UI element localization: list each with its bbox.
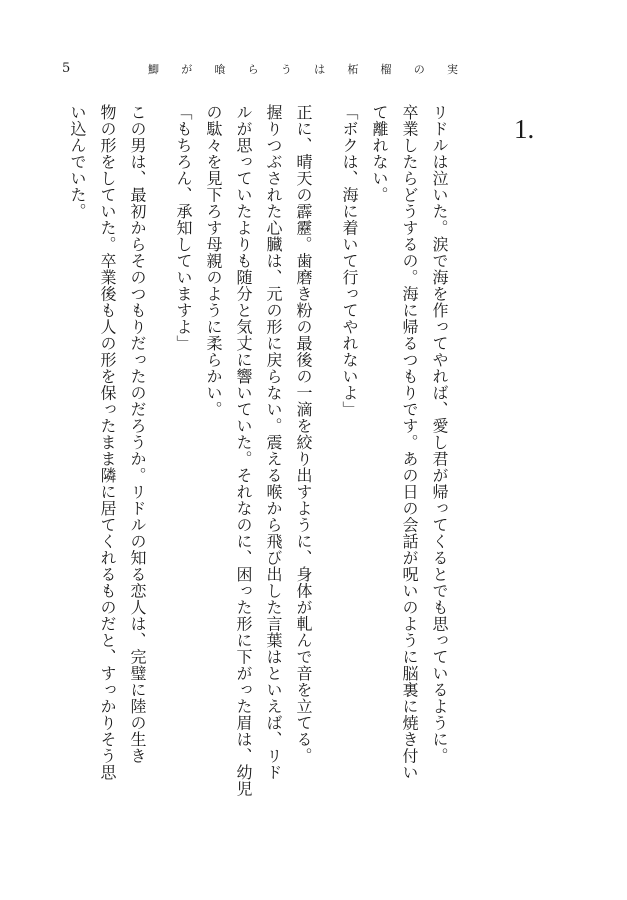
running-header xyxy=(148,64,458,76)
text-line: て離れない。 xyxy=(370,104,389,203)
running-header-char: 鯽 xyxy=(148,63,159,76)
text-line: この男は、最初からそのつもりだったのだろうか。リドルの知る恋人は、完璧に陸の生き xyxy=(128,104,147,764)
text-line: ルが思っていたよりも随分と気丈に響いていた。それなのに、困った形に下がった眉は、幼児 xyxy=(234,104,253,797)
running-header-char: 実 xyxy=(446,63,458,76)
running-header-char: は xyxy=(314,63,326,76)
running-header-char: 榴 xyxy=(380,63,392,76)
text-line: 「ボクは、海に着いて行ってやれないよ」 xyxy=(340,104,359,418)
text-line: い込んでいた。 xyxy=(68,104,87,220)
text-line: リドルは泣いた。涙で海を作ってやれば、愛し君が帰ってくるとでも思っているように。 xyxy=(430,104,449,764)
running-header-char: の xyxy=(413,63,425,76)
text-line: 卒業したらどうするの。海に帰るつもりです。あの日の会話が呪いのように脳裏に焼き付い xyxy=(400,104,419,781)
text-line: 物の形をしていた。卒業後も人の形を保ったまま隣に居てくれるものだと、すっかりそう思 xyxy=(98,104,117,781)
running-header-char: う xyxy=(280,63,292,76)
text-line: 握りつぶされた心臓は、元の形に戻らない。震える喉から飛び出した言葉はといえば、リド xyxy=(264,104,283,781)
running-header-char: ら xyxy=(247,63,259,76)
body-text xyxy=(68,104,470,824)
text-line: 「もちろん、承知していますよ」 xyxy=(174,104,193,352)
text-line: の駄々を見下ろす母親のように柔らかい。 xyxy=(204,104,223,418)
page-number: 5 xyxy=(62,61,71,76)
text-line: 正に、晴天の霹靂。歯磨き粉の最後の一滴を絞り出すように、身体が軋んで音を立てる。 xyxy=(294,104,313,764)
running-header-char: が xyxy=(181,63,193,76)
running-header-char: 喰 xyxy=(214,63,226,76)
chapter-number: 1. xyxy=(514,114,535,144)
running-header-char: 柘 xyxy=(347,63,359,76)
